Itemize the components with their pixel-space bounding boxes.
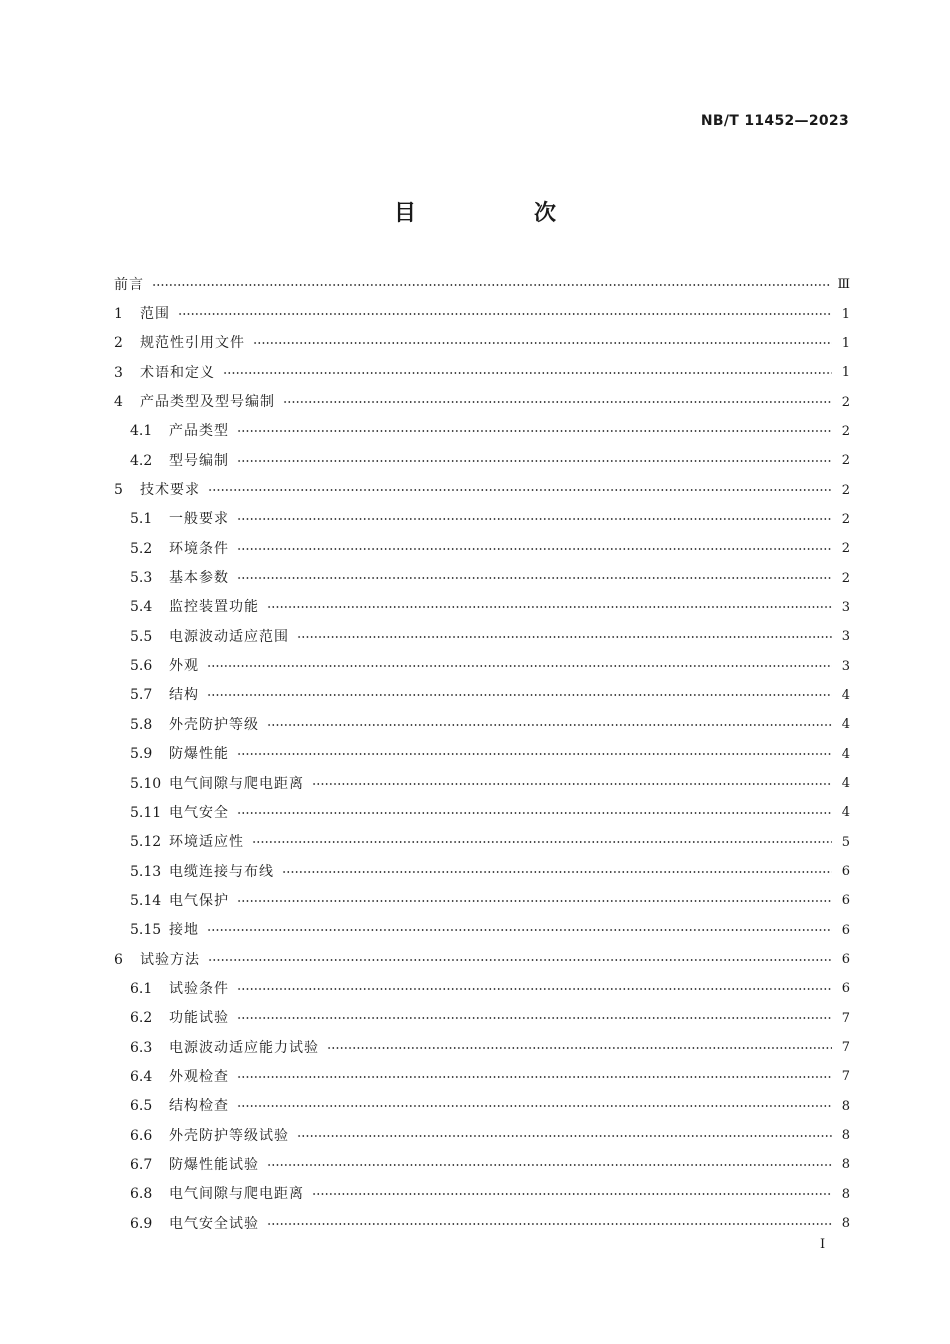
toc-entry[interactable] [114, 270, 850, 299]
toc-entry-label: 前言 [114, 276, 144, 293]
toc-dot-leader [267, 606, 832, 608]
toc-dot-leader [282, 871, 832, 873]
toc-entry-label: 电缆连接与布线 [169, 863, 274, 880]
toc-entry-page: 6 [841, 952, 850, 968]
document-code: NB/T 11452—2023 [700, 113, 849, 129]
toc-entry-label: 试验条件 [169, 980, 229, 997]
toc-dot-leader [237, 548, 832, 550]
toc-entry-page: 4 [841, 717, 850, 733]
toc-entry-label: 外观 [169, 658, 199, 675]
toc-entry-number: 5 [114, 482, 123, 499]
toc-entry-number: 6.1 [130, 980, 153, 997]
toc-entry-number: 5.4 [130, 599, 153, 616]
toc-entry-label: 外观检查 [169, 1068, 229, 1085]
toc-entry-number: 5.2 [130, 540, 153, 557]
toc-entry-label: 环境条件 [169, 540, 229, 557]
toc-entry-page: 6 [841, 981, 850, 997]
toc-entry-number: 4.1 [130, 423, 153, 440]
toc-entry-page: 3 [841, 629, 850, 645]
toc-entry-label: 电气保护 [169, 892, 229, 909]
toc-entry[interactable] [114, 1121, 850, 1150]
toc-entry-number: 5.15 [130, 922, 162, 939]
toc-entry[interactable] [114, 593, 850, 622]
toc-entry-label: 一般要求 [169, 511, 229, 528]
toc-entry-number: 1 [114, 306, 123, 323]
toc-dot-leader [237, 900, 832, 902]
toc-title: 目 次 [393, 201, 604, 226]
toc-entry-page: 2 [841, 482, 850, 498]
toc-entry-page: 2 [841, 541, 850, 557]
toc-entry-page: 2 [841, 511, 850, 527]
toc-entry[interactable] [114, 740, 850, 769]
toc-dot-leader [207, 929, 832, 931]
toc-dot-leader [208, 489, 832, 491]
toc-entry-number: 6.3 [130, 1039, 153, 1056]
toc-entry-page: 8 [841, 1128, 850, 1144]
toc-entry-page: 1 [841, 306, 850, 322]
toc-dot-leader [237, 577, 832, 579]
toc-dot-leader [237, 430, 832, 432]
toc-entry-number: 5.3 [130, 570, 153, 587]
toc-entry-page: 3 [841, 599, 850, 615]
toc-entry-number: 5.14 [130, 892, 162, 909]
toc-dot-leader [152, 284, 831, 286]
toc-entry-label: 防爆性能 [169, 746, 229, 763]
toc-entry-number: 5.6 [130, 658, 153, 675]
toc-dot-leader [237, 518, 832, 520]
toc-dot-leader [327, 1047, 832, 1049]
table-of-contents [114, 270, 850, 1238]
toc-entry-label: 环境适应性 [169, 834, 244, 851]
toc-entry-label: 产品类型 [169, 423, 229, 440]
toc-entry-label: 型号编制 [169, 452, 229, 469]
toc-entry-page: 7 [841, 1040, 850, 1056]
toc-dot-leader [237, 460, 832, 462]
toc-entry-page: Ⅲ [837, 277, 850, 293]
toc-dot-leader [207, 665, 832, 667]
toc-entry-number: 4 [114, 394, 123, 411]
toc-entry-label: 规范性引用文件 [140, 335, 245, 352]
toc-entry-label: 结构 [169, 687, 199, 704]
toc-entry-number: 5.7 [130, 687, 153, 704]
toc-entry[interactable] [114, 974, 850, 1003]
toc-entry-label: 监控装置功能 [169, 599, 259, 616]
toc-entry[interactable] [114, 1209, 850, 1238]
toc-entry-page: 8 [841, 1157, 850, 1173]
toc-entry-number: 6.6 [130, 1127, 153, 1144]
toc-entry-number: 6.9 [130, 1215, 153, 1232]
toc-entry[interactable] [114, 769, 850, 798]
toc-entry-number: 2 [114, 335, 123, 352]
toc-entry[interactable] [114, 945, 850, 974]
toc-entry[interactable] [114, 1180, 850, 1209]
toc-entry-page: 2 [841, 394, 850, 410]
toc-dot-leader [297, 636, 832, 638]
toc-entry-label: 试验方法 [140, 951, 200, 968]
toc-entry-page: 7 [841, 1069, 850, 1085]
toc-entry[interactable] [114, 710, 850, 739]
toc-entry-label: 防爆性能试验 [169, 1156, 259, 1173]
toc-entry[interactable] [114, 358, 850, 387]
toc-dot-leader [237, 1105, 832, 1107]
toc-entry-number: 6.2 [130, 1010, 153, 1027]
toc-entry-label: 电源波动适应能力试验 [169, 1039, 319, 1056]
toc-entry-label: 技术要求 [140, 482, 200, 499]
toc-entry[interactable] [114, 681, 850, 710]
toc-dot-leader [237, 753, 832, 755]
toc-dot-leader [312, 783, 832, 785]
toc-dot-leader [283, 401, 832, 403]
toc-entry-page: 1 [841, 335, 850, 351]
toc-entry-number: 5.8 [130, 716, 153, 733]
toc-entry-number: 6.5 [130, 1098, 153, 1115]
toc-entry[interactable] [114, 446, 850, 475]
toc-entry-page: 2 [841, 453, 850, 469]
toc-dot-leader [237, 1076, 832, 1078]
toc-entry[interactable] [114, 828, 850, 857]
toc-entry-page: 4 [841, 687, 850, 703]
toc-entry-page: 7 [841, 1010, 850, 1026]
toc-entry-page: 6 [841, 864, 850, 880]
toc-entry[interactable] [114, 916, 850, 945]
toc-entry-page: 6 [841, 922, 850, 938]
toc-entry-label: 电源波动适应范围 [169, 628, 289, 645]
toc-entry[interactable] [114, 299, 850, 328]
toc-entry-page: 8 [841, 1186, 850, 1202]
toc-entry-number: 5.13 [130, 863, 162, 880]
toc-entry-page: 4 [841, 776, 850, 792]
toc-dot-leader [207, 694, 832, 696]
toc-dot-leader [178, 313, 832, 315]
toc-entry[interactable] [114, 417, 850, 446]
toc-entry-label: 电气间隙与爬电距离 [169, 775, 304, 792]
toc-entry-page: 2 [841, 423, 850, 439]
toc-dot-leader [267, 1223, 832, 1225]
toc-entry[interactable] [114, 563, 850, 592]
toc-entry-label: 术语和定义 [140, 364, 215, 381]
toc-entry-page: 8 [841, 1216, 850, 1232]
toc-entry-number: 6.4 [130, 1068, 153, 1085]
toc-entry-number: 5.5 [130, 628, 153, 645]
page-number: I [820, 1237, 826, 1252]
toc-entry[interactable] [114, 622, 850, 651]
toc-entry-page: 8 [841, 1098, 850, 1114]
toc-dot-leader [267, 1164, 832, 1166]
toc-entry-page: 6 [841, 893, 850, 909]
toc-entry-number: 5.1 [130, 511, 153, 528]
toc-entry[interactable] [114, 475, 850, 504]
toc-entry-number: 5.10 [130, 775, 162, 792]
toc-entry-page: 5 [841, 834, 850, 850]
toc-entry-label: 外壳防护等级试验 [169, 1127, 289, 1144]
toc-entry[interactable] [114, 886, 850, 915]
toc-entry-label: 产品类型及型号编制 [140, 394, 275, 411]
toc-entry[interactable] [114, 329, 850, 358]
toc-entry-label: 电气安全试验 [169, 1215, 259, 1232]
toc-entry-label: 结构检查 [169, 1098, 229, 1115]
toc-dot-leader [253, 342, 832, 344]
toc-dot-leader [252, 841, 832, 843]
toc-dot-leader [312, 1193, 832, 1195]
toc-entry-number: 6.8 [130, 1186, 153, 1203]
toc-entry[interactable] [114, 1062, 850, 1091]
toc-entry-number: 5.12 [130, 834, 162, 851]
toc-entry[interactable] [114, 1033, 850, 1062]
toc-entry-page: 2 [841, 570, 850, 586]
toc-dot-leader [237, 988, 832, 990]
toc-dot-leader [237, 1017, 832, 1019]
toc-dot-leader [208, 959, 832, 961]
toc-entry-label: 接地 [169, 922, 199, 939]
toc-entry-number: 6 [114, 951, 123, 968]
toc-entry-label: 范围 [140, 306, 170, 323]
toc-entry-number: 5.11 [130, 804, 162, 821]
toc-entry[interactable] [114, 798, 850, 827]
toc-dot-leader [297, 1135, 832, 1137]
toc-entry-page: 4 [841, 746, 850, 762]
toc-entry[interactable] [114, 857, 850, 886]
toc-entry-label: 外壳防护等级 [169, 716, 259, 733]
toc-entry-page: 3 [841, 658, 850, 674]
toc-entry[interactable] [114, 1004, 850, 1033]
toc-entry-page: 1 [841, 365, 850, 381]
toc-entry-label: 电气安全 [169, 804, 229, 821]
toc-entry-page: 4 [841, 805, 850, 821]
toc-dot-leader [237, 812, 832, 814]
toc-entry[interactable] [114, 505, 850, 534]
toc-dot-leader [223, 372, 832, 374]
toc-entry[interactable] [114, 534, 850, 563]
toc-entry-number: 4.2 [130, 452, 153, 469]
toc-entry-label: 基本参数 [169, 570, 229, 587]
toc-entry-number: 6.7 [130, 1156, 153, 1173]
toc-entry[interactable] [114, 651, 850, 680]
toc-entry-number: 5.9 [130, 746, 153, 763]
toc-entry[interactable] [114, 1092, 850, 1121]
toc-entry-label: 电气间隙与爬电距离 [169, 1186, 304, 1203]
toc-dot-leader [267, 724, 832, 726]
toc-entry-number: 3 [114, 364, 123, 381]
toc-entry-label: 功能试验 [169, 1010, 229, 1027]
toc-entry[interactable] [114, 387, 850, 416]
toc-entry[interactable] [114, 1150, 850, 1179]
